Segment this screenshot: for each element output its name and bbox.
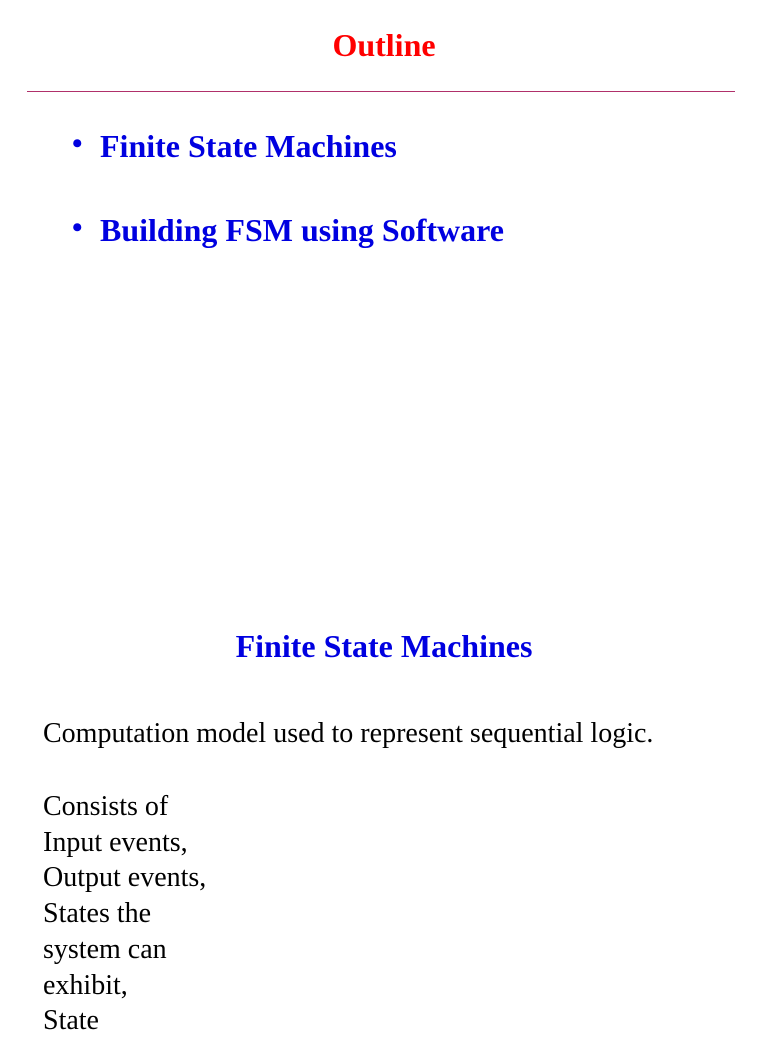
components-list [43, 789, 206, 1039]
intro-paragraph: Computation model used to represent sequential logic. [43, 718, 654, 749]
components-line: Consists of [43, 791, 169, 822]
bullet-icon: • [72, 211, 83, 244]
outline-item-label: Building FSM using Software [100, 212, 504, 248]
components-line: Input events, [43, 826, 188, 858]
components-line: Output events, [43, 862, 207, 894]
outline-item-label: Finite State Machines [100, 128, 397, 164]
components-line: State [43, 1005, 99, 1037]
slide-title: Outline [332, 27, 436, 63]
components-line: system can [43, 933, 167, 965]
components-line: exhibit, [43, 969, 128, 1001]
section-heading: Finite State Machines [235, 628, 533, 664]
bullet-icon: • [72, 127, 83, 160]
components-line: States the [43, 898, 152, 930]
title-divider [27, 91, 735, 92]
